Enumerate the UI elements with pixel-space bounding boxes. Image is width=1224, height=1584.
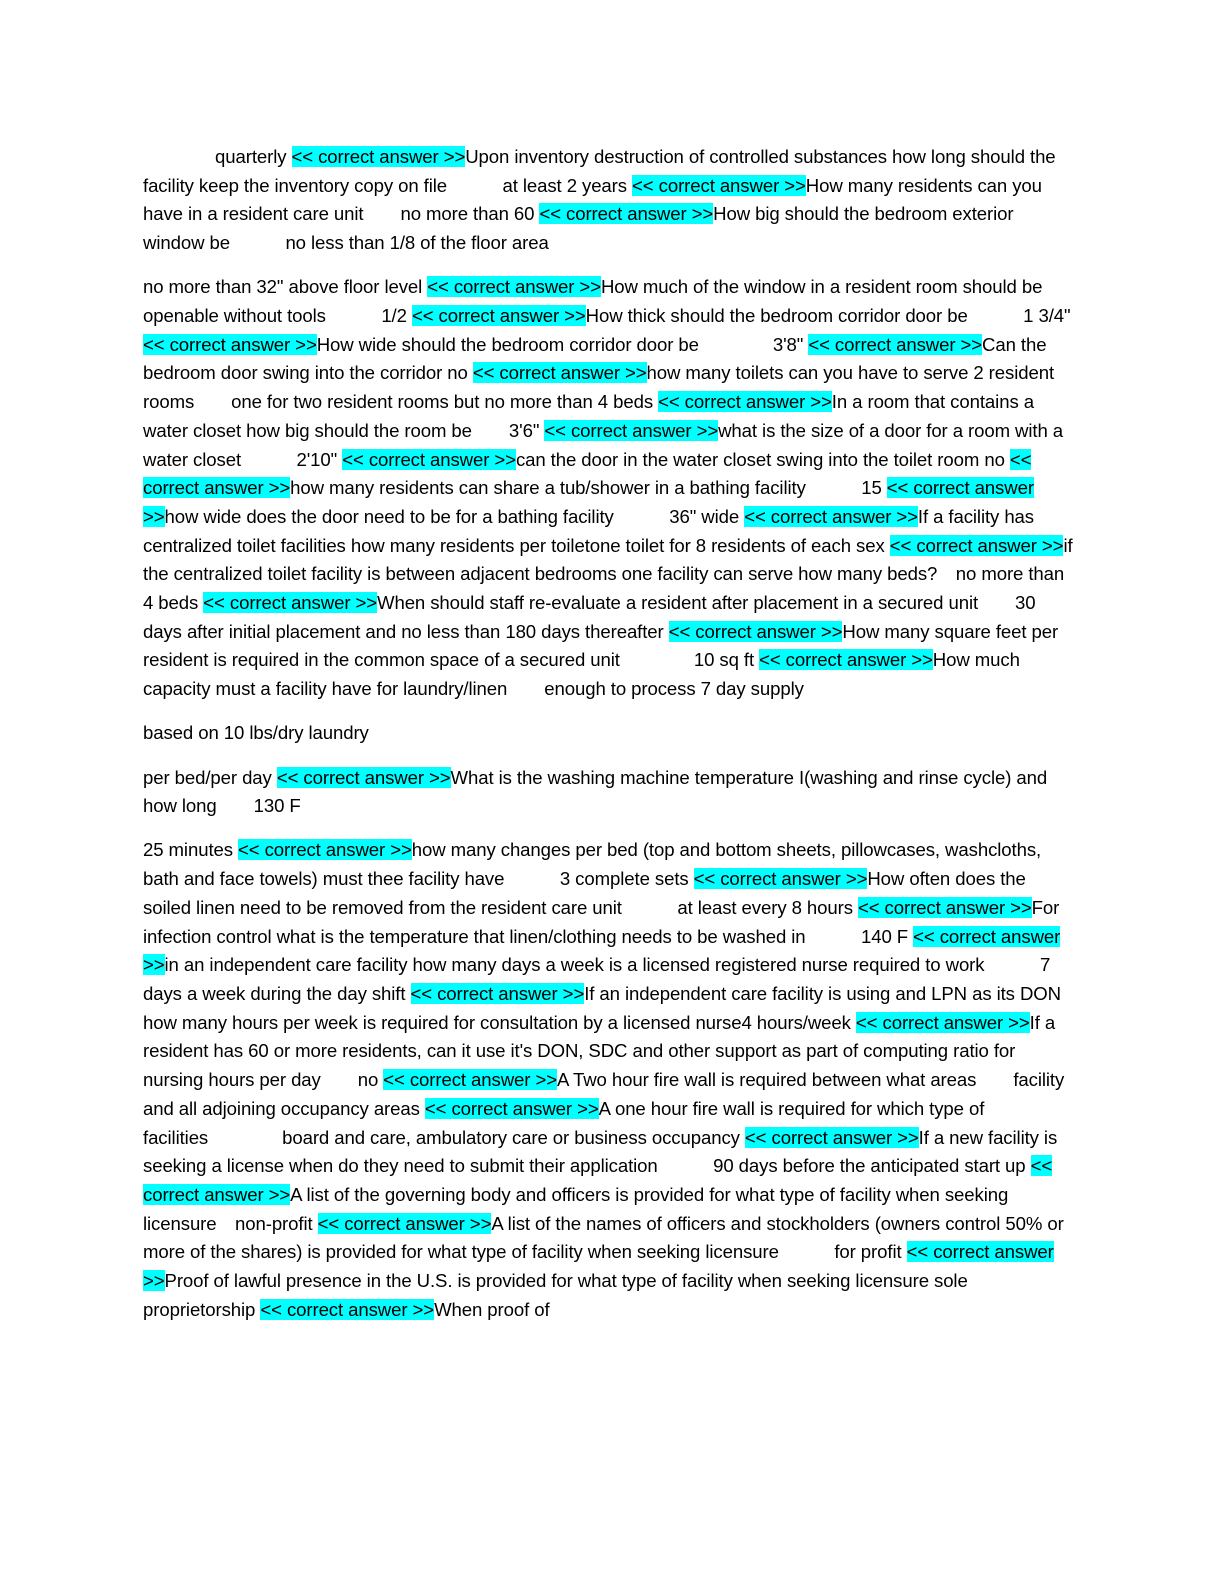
text-segment: Can the bedroom door swing into the corridor no	[143, 333, 1047, 384]
correct-answer-marker: << correct answer >>	[276, 766, 451, 788]
text-segment: A one hour fire wall is required for which type of facilities board and care, ambulatory care or business occupancy	[143, 1097, 985, 1148]
correct-answer-marker: << correct answer >>	[238, 839, 412, 861]
correct-answer-marker: << correct answer >>	[693, 868, 868, 890]
correct-answer-marker: << correct answer >>	[410, 982, 585, 1004]
correct-answer-marker: << correct answer >>	[411, 305, 586, 327]
correct-answer-marker: << correct answer >>	[143, 1241, 1054, 1292]
correct-answer-marker: << correct answer >>	[744, 1126, 919, 1148]
text-segment: How many residents can you have in a resident care unit no more than 60	[143, 174, 1042, 225]
correct-answer-marker: << correct answer >>	[424, 1097, 599, 1119]
correct-answer-marker: << correct answer >>	[342, 448, 516, 470]
text-segment: no more than 32" above floor level	[143, 276, 428, 298]
text-segment: how many residents can share a tub/shower in a bathing facility 15	[290, 477, 887, 499]
text-segment: How many square feet per resident is required in the common space of a secured unit 10 sq ft	[143, 620, 1059, 671]
text-segment: what is the size of a door for a room with a water closet 2'10"	[143, 419, 1064, 470]
document-body	[143, 143, 1078, 1340]
text-segment: When proof of	[434, 1298, 550, 1320]
text-segment: How much of the window in a resident room should be openable without tools 1/2	[143, 276, 1043, 327]
text-segment: A Two hour fire wall is required between what areas facility and all adjoining occupancy areas	[143, 1069, 1065, 1119]
correct-answer-marker: << correct answer >>	[317, 1212, 492, 1234]
text-segment: A list of the names of officers and stockholders (owners control 50% or more of the shares) is provided for what type of facility when seeking licensure for profit	[143, 1212, 1064, 1263]
paragraph	[143, 719, 1078, 748]
paragraph	[143, 143, 1078, 258]
text-segment: How much capacity must a facility have for laundry/linen enough to process 7 day supply	[143, 649, 1020, 700]
text-segment: how many toilets can you have to serve 2 resident rooms one for two resident rooms but no more than 4 beds	[143, 362, 1055, 413]
text-segment: When should staff re-evaluate a resident after placement in a secured unit 30 days after initial placement and no less than 180 days thereafter	[143, 592, 1036, 642]
text-segment: If a new facility is seeking a license when do they need to submit their application 90 days before the anticipated start up	[143, 1126, 1058, 1177]
text-segment: How often does the soiled linen need to be removed from the resident care unit at least every 8 hours	[143, 868, 1026, 918]
text-segment: Upon inventory destruction of controlled substances how long should the facility keep the inventory copy on file at least 2 years	[143, 146, 1056, 196]
correct-answer-marker: << correct answer >>	[889, 534, 1064, 556]
text-segment: per bed/per day	[143, 766, 277, 788]
text-segment: based on 10 lbs/dry laundry	[143, 722, 369, 744]
text-segment: in an independent care facility how many days a week is a licensed registered nurse required to work 7 days a week during the day shift	[143, 954, 1051, 1004]
text-segment: If a facility has centralized toilet facilities how many residents per toiletone toilet for 8 residents of each sex	[143, 505, 1034, 556]
correct-answer-marker: << correct answer >>	[291, 146, 466, 167]
correct-answer-marker: << correct answer >>	[427, 276, 601, 298]
correct-answer-marker: << correct answer >>	[143, 1155, 1053, 1205]
text-segment: If a resident has 60 or more residents, can it use it's DON, SDC and other support as part of computing ratio for nursing hours per day no	[143, 1011, 1056, 1091]
text-segment: how many changes per bed (top and bottom sheets, pillowcases, washcloths, bath and face towels) must thee facility have 3 complete sets	[143, 839, 1042, 890]
paragraph	[143, 836, 1078, 1324]
correct-answer-marker: << correct answer >>	[472, 362, 647, 384]
correct-answer-marker: << correct answer >>	[203, 592, 377, 614]
paragraph	[143, 764, 1078, 821]
correct-answer-marker: << correct answer >>	[383, 1069, 557, 1091]
correct-answer-marker: << correct answer >>	[855, 1011, 1030, 1033]
correct-answer-marker: << correct answer >>	[632, 174, 806, 196]
text-segment: if the centralized toilet facility is between adjacent bedrooms one facility can serve how many beds? no more than 4 beds	[143, 534, 1073, 614]
text-segment: How thick should the bedroom corridor door be 1 3/4"	[585, 305, 1071, 327]
correct-answer-marker: << correct answer >>	[143, 925, 1061, 976]
correct-answer-marker: << correct answer >>	[544, 419, 719, 441]
text-segment: For infection control what is the temperature that linen/clothing needs to be washed in 140 F	[143, 896, 1060, 947]
text-segment: How wide should the bedroom corridor door be 3'8"	[316, 333, 809, 355]
text-segment: Proof of lawful presence in the U.S. is provided for what type of facility when seeking licensure sole proprietorship	[143, 1270, 968, 1320]
correct-answer-marker: << correct answer >>	[143, 448, 1032, 499]
correct-answer-marker: << correct answer >>	[539, 203, 714, 225]
text-segment: How big should the bedroom exterior window be no less than 1/8 of the floor area	[143, 203, 1014, 254]
text-segment: What is the washing machine temperature I(washing and rinse cycle) and how long 130 F	[143, 766, 1048, 817]
correct-answer-marker: << correct answer >>	[143, 333, 317, 355]
text-segment: In a room that contains a water closet how big should the room be 3'6"	[143, 391, 1034, 441]
text-segment: can the door in the water closet swing into the toilet room no	[515, 448, 1010, 470]
correct-answer-marker: << correct answer >>	[658, 391, 832, 413]
text-segment: how wide does the door need to be for a bathing facility 36" wide	[164, 505, 745, 527]
correct-answer-marker: << correct answer >>	[260, 1298, 435, 1320]
correct-answer-marker: << correct answer >>	[808, 333, 983, 355]
paragraph	[143, 273, 1078, 704]
correct-answer-marker: << correct answer >>	[857, 896, 1032, 918]
text-segment: 25 minutes	[143, 839, 239, 861]
text-segment: If an independent care facility is using and LPN as its DON how many hours per week is required for consultation by a licensed nurse4 hours/week	[143, 982, 1061, 1033]
text-segment: A list of the governing body and officers is provided for what type of facility when seeking licensure non-profit	[143, 1183, 1009, 1234]
correct-answer-marker: << correct answer >>	[668, 620, 843, 642]
correct-answer-marker: << correct answer >>	[143, 477, 1034, 527]
text-segment: quarterly	[215, 146, 292, 167]
correct-answer-marker: << correct answer >>	[744, 505, 918, 527]
correct-answer-marker: << correct answer >>	[759, 649, 933, 671]
